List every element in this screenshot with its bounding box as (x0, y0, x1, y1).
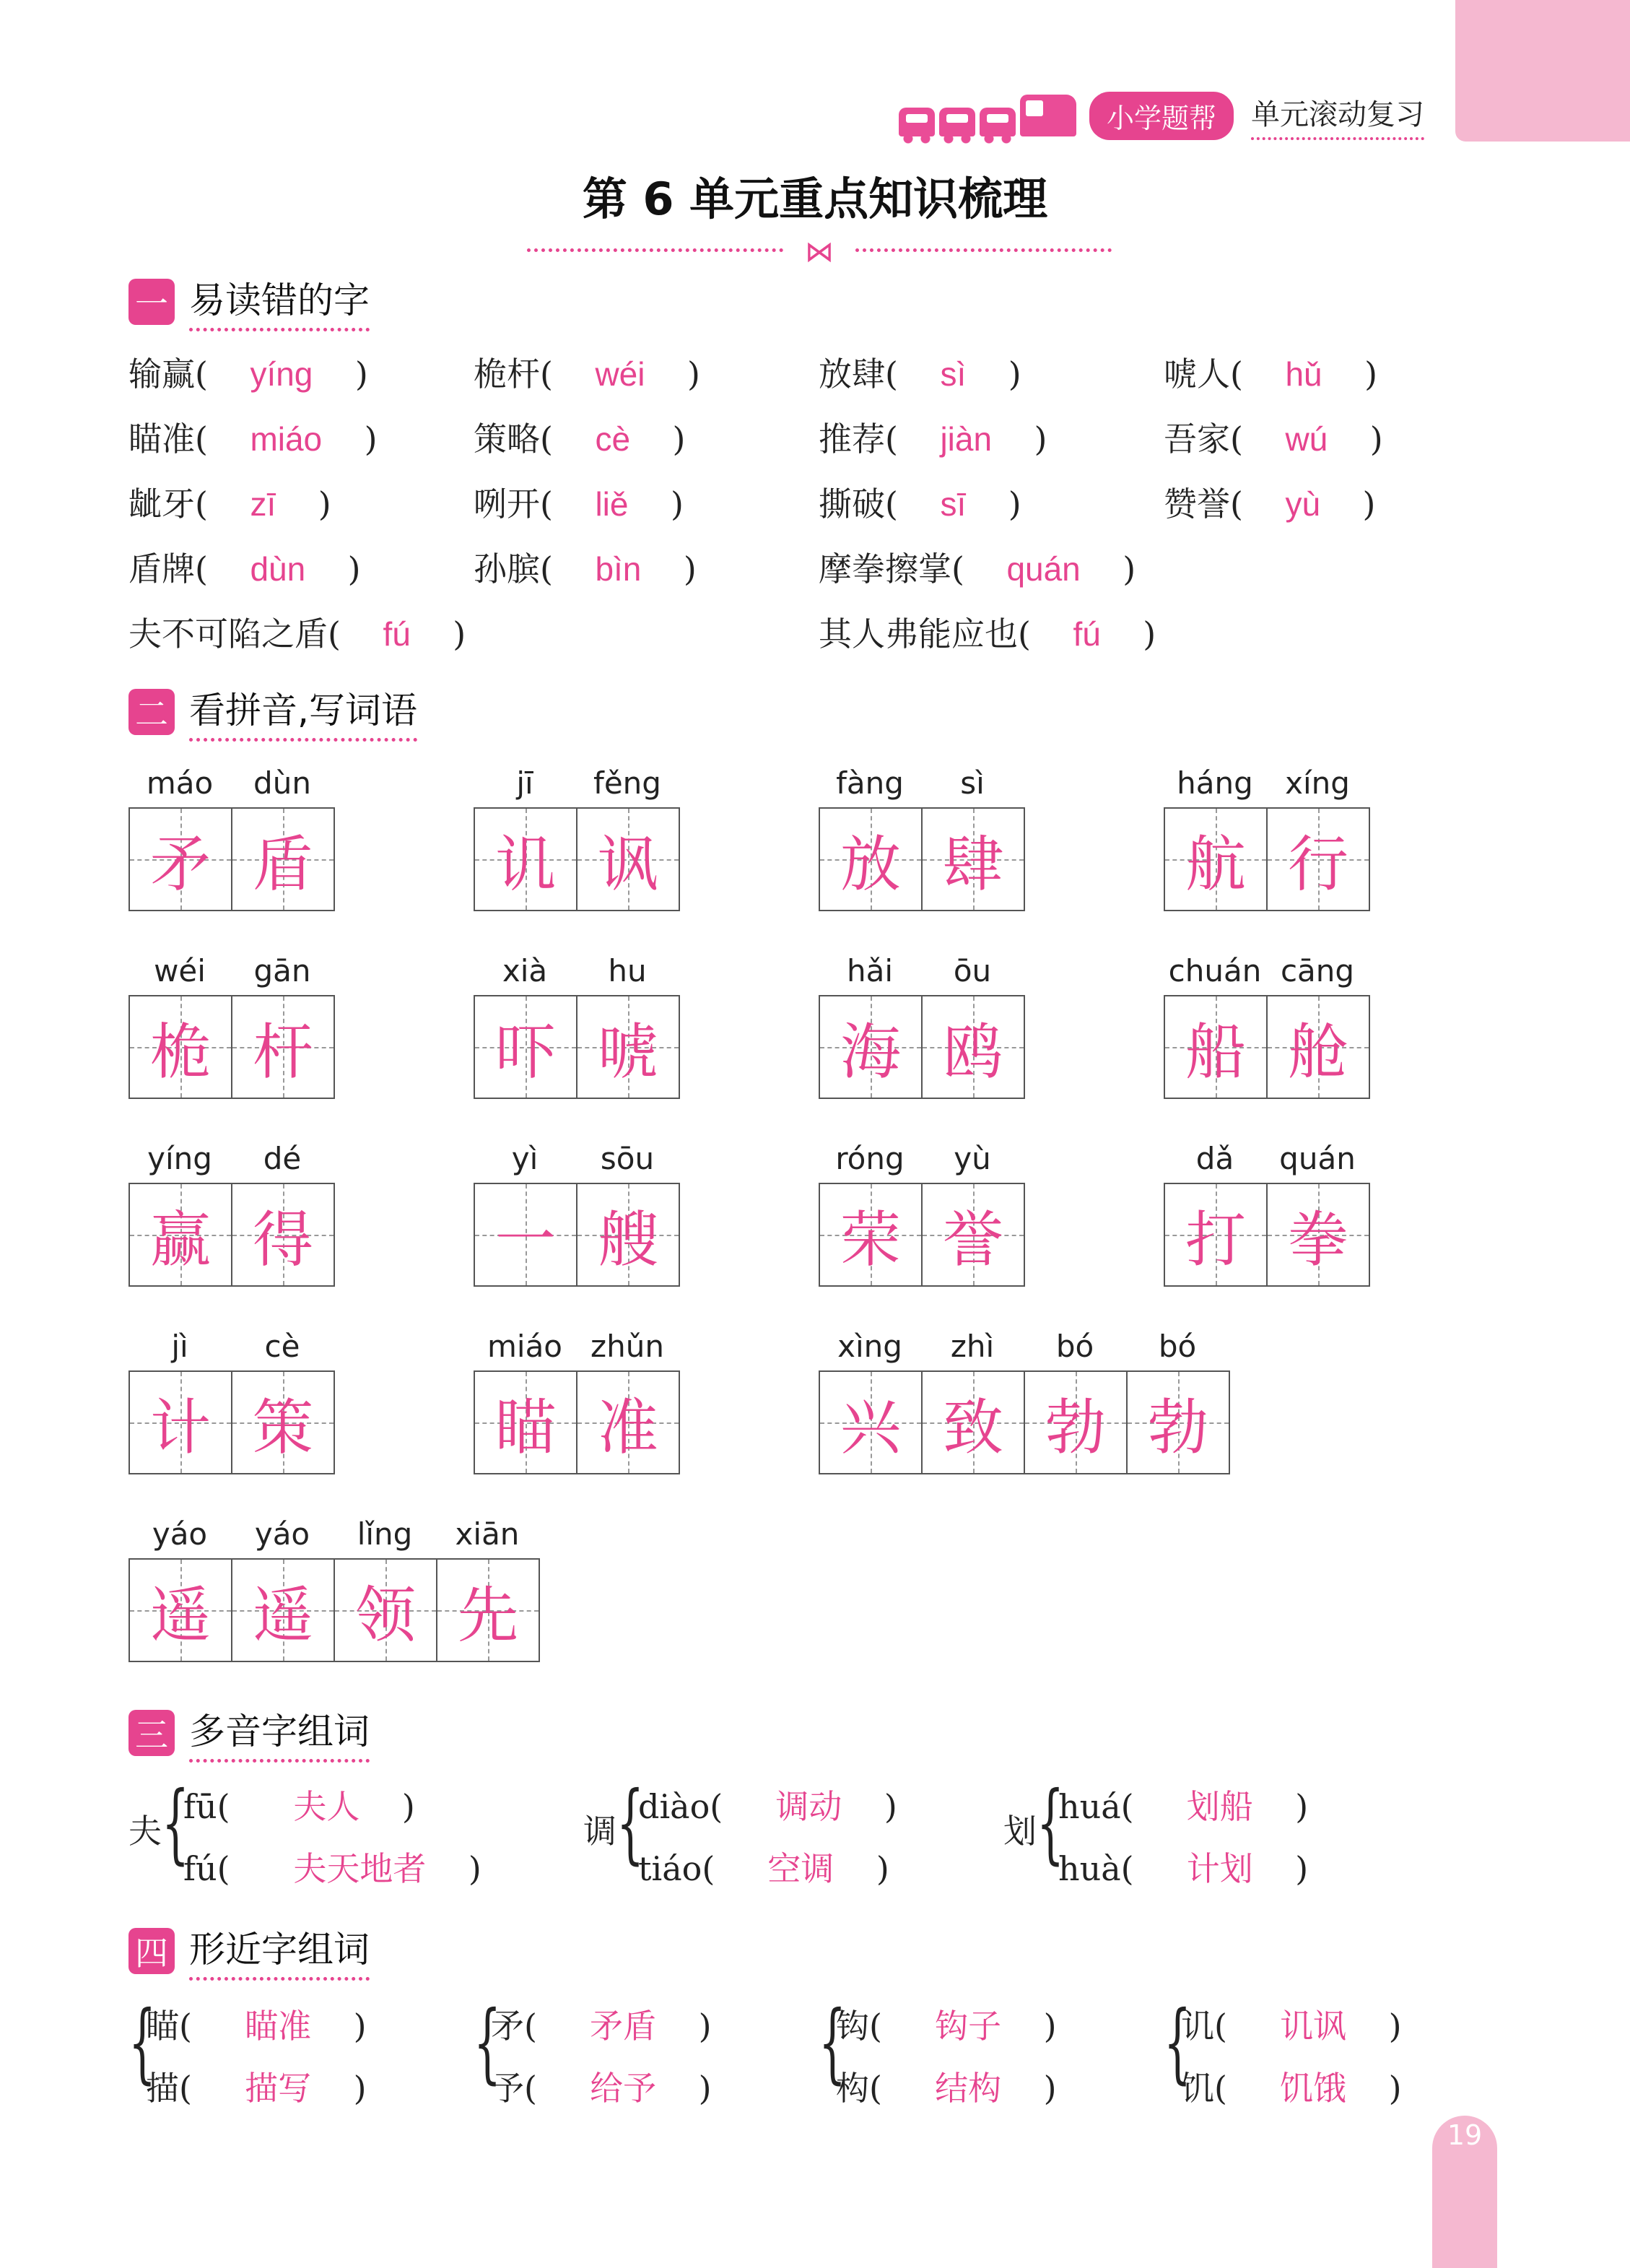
character-box (923, 1184, 1024, 1285)
character-box (130, 809, 232, 910)
reading-item: 咧开( liě ) (474, 485, 684, 523)
reading-item: 龇牙( zī ) (128, 485, 331, 523)
brand-badge: 小学题帮 (1089, 92, 1234, 140)
pinyin-label: cè (264, 1329, 300, 1364)
word-grid (819, 1141, 1025, 1287)
character-box (475, 1184, 578, 1285)
word-grid (819, 953, 1025, 1099)
pinyin-label: wéi (154, 953, 206, 989)
answer-character: 船 (1185, 1016, 1246, 1087)
answer-character: 致 (942, 1391, 1003, 1463)
character-box (820, 809, 923, 910)
polyphone-char: 调 (583, 1812, 616, 1851)
answer-character: 讥 (494, 828, 556, 900)
brace-icon: { (128, 1993, 157, 2093)
section-title: 易读错的字 (189, 271, 370, 331)
character-box (578, 1372, 679, 1473)
pinyin-label: zhì (950, 1329, 995, 1364)
page-title: 第 6 单元重点知识梳理 (582, 173, 1048, 225)
reading-item: 瞄准( miáo ) (128, 420, 378, 459)
word-grid (819, 1329, 1230, 1474)
answer-character: 兴 (840, 1391, 901, 1463)
section-number: 一 (128, 279, 175, 325)
pinyin-label: cāng (1280, 953, 1355, 989)
pinyin-label: hǎi (846, 953, 894, 989)
pinyin-label: róng (835, 1141, 905, 1176)
brace-icon: { (1164, 1993, 1192, 2093)
word-grid (474, 765, 680, 911)
polyphone-char: 夫 (128, 1812, 162, 1851)
answer-character: 拳 (1287, 1204, 1348, 1275)
section-2-heading (128, 682, 417, 742)
similar-char-item: { 瞄( 瞄准 ) 描( 描写 ) (128, 1993, 367, 2108)
character-box (1268, 1184, 1369, 1285)
answer-character: 矛 (149, 828, 211, 900)
polyphone-item: 划 { huá( 划船 ) huà( 计划 ) (1003, 1773, 1309, 1888)
reading-item: 放肆( sì ) (819, 355, 1021, 394)
answer-character: 誉 (942, 1204, 1003, 1275)
character-box (437, 1560, 539, 1661)
pinyin-label: bó (1055, 1329, 1094, 1364)
pinyin-label: yù (954, 1141, 991, 1176)
answer-character: 准 (597, 1391, 658, 1463)
answer-character: 肆 (942, 828, 1003, 900)
pinyin-label: yì (511, 1141, 539, 1176)
pinyin-label: sì (960, 765, 985, 801)
reading-item: 夫不可陷之盾( fú ) (128, 614, 466, 653)
character-box (1165, 809, 1268, 910)
word-grid (474, 953, 680, 1099)
reading-item: 孙膑( bìn ) (474, 549, 697, 588)
reading-item: 盾牌( dùn ) (128, 549, 361, 588)
pinyin-label: xìng (837, 1329, 902, 1364)
section-number: 二 (128, 689, 175, 735)
answer-character: 放 (840, 828, 901, 900)
word-grid (1164, 953, 1370, 1099)
pinyin-label: ōu (953, 953, 992, 989)
section-title: 多音字组词 (189, 1703, 370, 1763)
character-box (475, 809, 578, 910)
title-decoration (527, 235, 1112, 269)
pinyin-label: xiān (455, 1516, 520, 1552)
answer-character: 吓 (494, 1016, 556, 1087)
brace-icon: { (474, 1993, 502, 2093)
pinyin-label: bó (1158, 1329, 1197, 1364)
pinyin-label: gān (253, 953, 311, 989)
character-box (578, 1184, 679, 1285)
bow-icon: ⋈ (805, 235, 834, 269)
character-box (578, 809, 679, 910)
pinyin-label: jì (171, 1329, 188, 1364)
polyphone-item: 调 { diào( 调动 ) tiáo( 空调 ) (583, 1773, 897, 1888)
character-box (1268, 809, 1369, 910)
section-title: 看拼音,写词语 (189, 682, 417, 742)
pinyin-label: fěng (593, 765, 661, 801)
character-box (475, 1372, 578, 1473)
character-box (232, 996, 334, 1098)
answer-character: 策 (252, 1391, 313, 1463)
pinyin-label: yáo (152, 1516, 208, 1552)
word-grid (1164, 765, 1370, 911)
header-subtitle: 单元滚动复习 (1251, 92, 1424, 140)
answer-character: 遥 (252, 1579, 313, 1651)
answer-character: 瞄 (494, 1391, 556, 1463)
character-box (923, 1372, 1025, 1473)
section-4-heading (128, 1921, 370, 1981)
answer-character: 先 (457, 1579, 518, 1651)
reading-item: 输赢( yíng ) (128, 355, 368, 394)
character-box (335, 1560, 437, 1661)
answer-character: 一 (494, 1204, 556, 1275)
polyphone-item: 夫 { fū( 夫人 ) fú( 夫天地者 ) (128, 1773, 481, 1888)
section-3-heading (128, 1703, 370, 1763)
answer-character: 赢 (149, 1204, 211, 1275)
similar-char-item: { 矛( 矛盾 ) 予( 给予 ) (474, 1993, 712, 2108)
reading-item: 桅杆( wéi ) (474, 355, 700, 394)
character-box (923, 809, 1024, 910)
character-box (820, 1184, 923, 1285)
answer-character: 打 (1185, 1204, 1246, 1275)
answer-character: 舱 (1287, 1016, 1348, 1087)
word-grid (128, 953, 335, 1099)
reading-item: 唬人( hǔ ) (1164, 355, 1378, 394)
answer-character: 勃 (1147, 1391, 1208, 1463)
answer-character: 海 (840, 1016, 901, 1087)
pinyin-label: máo (146, 765, 214, 801)
pinyin-label: quán (1279, 1141, 1356, 1176)
brace-icon: { (1037, 1773, 1065, 1874)
answer-character: 荣 (840, 1204, 901, 1275)
character-box (1268, 996, 1369, 1098)
character-box (820, 996, 923, 1098)
answer-character: 得 (252, 1204, 313, 1275)
pinyin-label: yíng (147, 1141, 212, 1176)
character-box (475, 996, 578, 1098)
pinyin-label: háng (1177, 765, 1253, 801)
character-box (1165, 1184, 1268, 1285)
pinyin-label: yáo (254, 1516, 310, 1552)
character-box (130, 996, 232, 1098)
answer-character: 艘 (597, 1204, 658, 1275)
corner-tab (1455, 0, 1630, 142)
answer-character: 鸥 (942, 1016, 1003, 1087)
character-box (923, 996, 1024, 1098)
answer-character: 杆 (252, 1016, 313, 1087)
pinyin-label: dùn (253, 765, 311, 801)
character-box (232, 1372, 334, 1473)
answer-character: 唬 (597, 1016, 658, 1087)
similar-char-item: { 讥( 讥讽 ) 饥( 饥饿 ) (1164, 1993, 1402, 2108)
answer-character: 计 (149, 1391, 211, 1463)
page-number: 19 (1447, 2119, 1483, 2151)
character-box (232, 1560, 335, 1661)
word-grid (128, 1141, 335, 1287)
character-box (578, 996, 679, 1098)
word-grid (819, 765, 1025, 911)
word-grid (474, 1329, 680, 1474)
pinyin-label: sōu (600, 1141, 655, 1176)
section-number: 三 (128, 1710, 175, 1756)
reading-item: 其人弗能应也( fú ) (819, 614, 1156, 653)
word-grid (128, 1516, 540, 1662)
similar-char-item: { 钩( 钩子 ) 构( 结构 ) (819, 1993, 1057, 2108)
character-box (1165, 996, 1268, 1098)
section-title: 形近字组词 (189, 1921, 370, 1981)
answer-character: 讽 (597, 828, 658, 900)
answer-character: 遥 (149, 1579, 211, 1651)
word-grid (128, 765, 335, 911)
brace-icon: { (819, 1993, 847, 2093)
train-icon (899, 95, 1076, 136)
brace-icon: { (616, 1773, 645, 1874)
character-box (820, 1372, 923, 1473)
pinyin-label: jī (516, 765, 533, 801)
answer-character: 盾 (252, 828, 313, 900)
word-grid (474, 1141, 680, 1287)
answer-character: 航 (1185, 828, 1246, 900)
pinyin-label: hu (608, 953, 647, 989)
reading-item: 赞誉( yù ) (1164, 485, 1376, 523)
word-grid (128, 1329, 335, 1474)
pinyin-label: zhǔn (590, 1329, 664, 1364)
pinyin-label: chuán (1168, 953, 1262, 989)
pinyin-label: dé (263, 1141, 302, 1176)
character-box (130, 1372, 232, 1473)
pinyin-label: lǐng (357, 1516, 413, 1552)
answer-character: 领 (354, 1579, 416, 1651)
character-box (130, 1184, 232, 1285)
word-grid (1164, 1141, 1370, 1287)
answer-character: 勃 (1045, 1391, 1106, 1463)
reading-item: 吾家( wú ) (1164, 420, 1383, 459)
pinyin-label: miáo (487, 1329, 562, 1364)
reading-item: 摩拳擦掌( quán ) (819, 549, 1136, 588)
character-box (130, 1560, 232, 1661)
section-number: 四 (128, 1928, 175, 1974)
pinyin-label: xià (502, 953, 548, 989)
character-box (1128, 1372, 1229, 1473)
answer-character: 行 (1287, 828, 1348, 900)
pinyin-label: dǎ (1195, 1141, 1234, 1176)
character-box (1025, 1372, 1128, 1473)
reading-item: 策略( cè ) (474, 420, 686, 459)
answer-character: 桅 (149, 1016, 211, 1087)
character-box (232, 1184, 334, 1285)
polyphone-char: 划 (1003, 1812, 1037, 1851)
header (899, 85, 1424, 146)
section-1-heading (128, 271, 370, 331)
reading-item: 撕破( sī ) (819, 485, 1021, 523)
character-box (232, 809, 334, 910)
pinyin-label: fàng (836, 765, 904, 801)
pinyin-label: xíng (1285, 765, 1350, 801)
brace-icon: { (162, 1773, 190, 1874)
reading-item: 推荐( jiàn ) (819, 420, 1047, 459)
